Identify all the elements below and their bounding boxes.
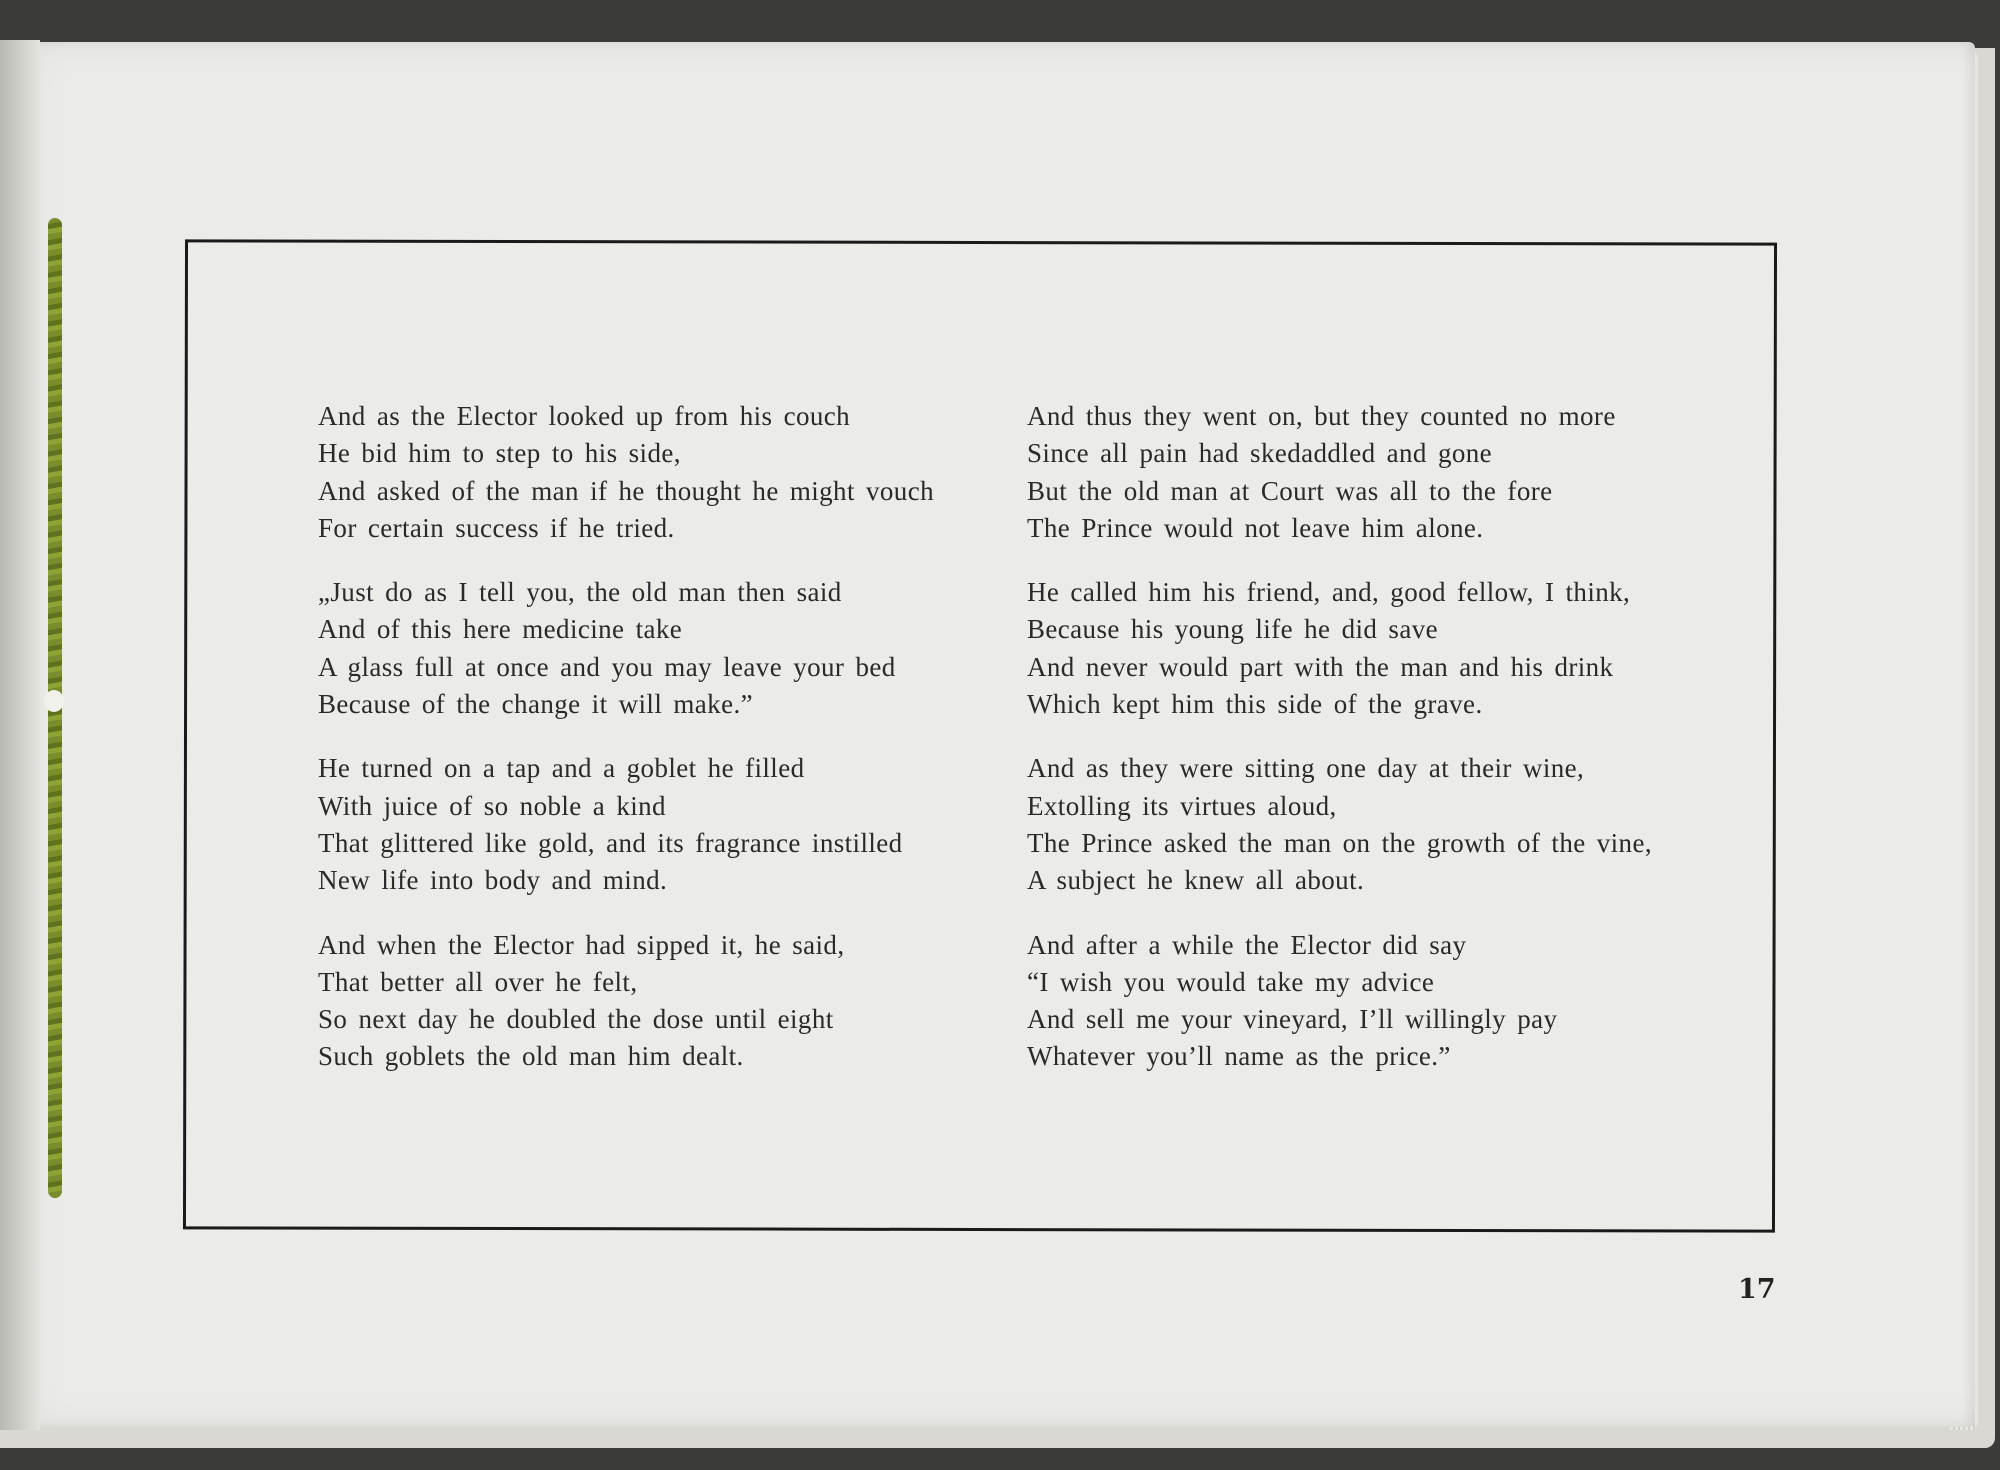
verse-line: Because of the change it will make.” <box>318 689 753 720</box>
stanza <box>1027 398 1727 547</box>
binding-knot <box>44 690 64 712</box>
verse-line: Which kept him this side of the grave. <box>1027 689 1483 720</box>
verse-line: But the old man at Court was all to the fore <box>1027 475 1553 506</box>
verse-line: Since all pain had skedaddled and gone <box>1027 438 1493 469</box>
stanza <box>1027 927 1727 1076</box>
verse-line: And sell me your vineyard, I’ll willingly pay <box>1027 1004 1558 1035</box>
verse-line: And never would part with the man and his drink <box>1027 651 1614 682</box>
stanza <box>1027 574 1727 723</box>
verse-line: Whatever you’ll name as the price.” <box>1027 1041 1451 1072</box>
verse-line: He turned on a tap and a goblet he filled <box>318 753 805 784</box>
stanza <box>318 398 1018 547</box>
stanza <box>318 750 1018 899</box>
verse-line: That glittered like gold, and its fragrance instilled <box>318 827 903 858</box>
verse-line: For certain success if he tried. <box>318 512 675 543</box>
binding-gutter <box>0 40 40 1430</box>
verse-line: Extolling its virtues aloud, <box>1027 790 1337 821</box>
verse-line: And after a while the Elector did say <box>1027 929 1467 960</box>
verse-line: And when the Elector had sipped it, he said, <box>318 929 845 960</box>
stanza <box>318 927 1018 1076</box>
verse-line: New life into body and mind. <box>318 865 668 896</box>
page-number: 17 <box>1738 1274 1776 1305</box>
stanza <box>1027 750 1727 899</box>
verse-line: Such goblets the old man him dealt. <box>318 1041 744 1072</box>
poem-left-column <box>318 398 1018 1103</box>
verse-line: “I wish you would take my advice <box>1027 966 1435 997</box>
verse-line: The Prince asked the man on the growth of the vine, <box>1027 827 1652 858</box>
verse-line: And asked of the man if he thought he might vouch <box>318 475 934 506</box>
verse-line: Because his young life he did save <box>1027 614 1438 645</box>
stanza <box>318 574 1018 723</box>
poem-right-column <box>1027 398 1727 1103</box>
verse-line: That better all over he felt, <box>318 966 638 997</box>
verse-line: He bid him to step to his side, <box>318 438 681 469</box>
verse-line: „Just do as I tell you, the old man then said <box>318 577 842 608</box>
verse-line: The Prince would not leave him alone. <box>1027 512 1484 543</box>
verse-line: So next day he doubled the dose until eight <box>318 1004 834 1035</box>
verse-line: And thus they went on, but they counted no more <box>1027 401 1616 431</box>
verse-line: With juice of so noble a kind <box>318 790 666 821</box>
verse-line: He called him his friend, and, good fellow, I think, <box>1027 577 1631 608</box>
verse-line: And as they were sitting one day at their wine, <box>1027 753 1585 784</box>
verse-line: And of this here medicine take <box>318 614 683 645</box>
verse-line: A subject he knew all about. <box>1027 865 1365 896</box>
verse-line: A glass full at once and you may leave your bed <box>318 651 896 682</box>
verse-line: And as the Elector looked up from his couch <box>318 401 851 431</box>
